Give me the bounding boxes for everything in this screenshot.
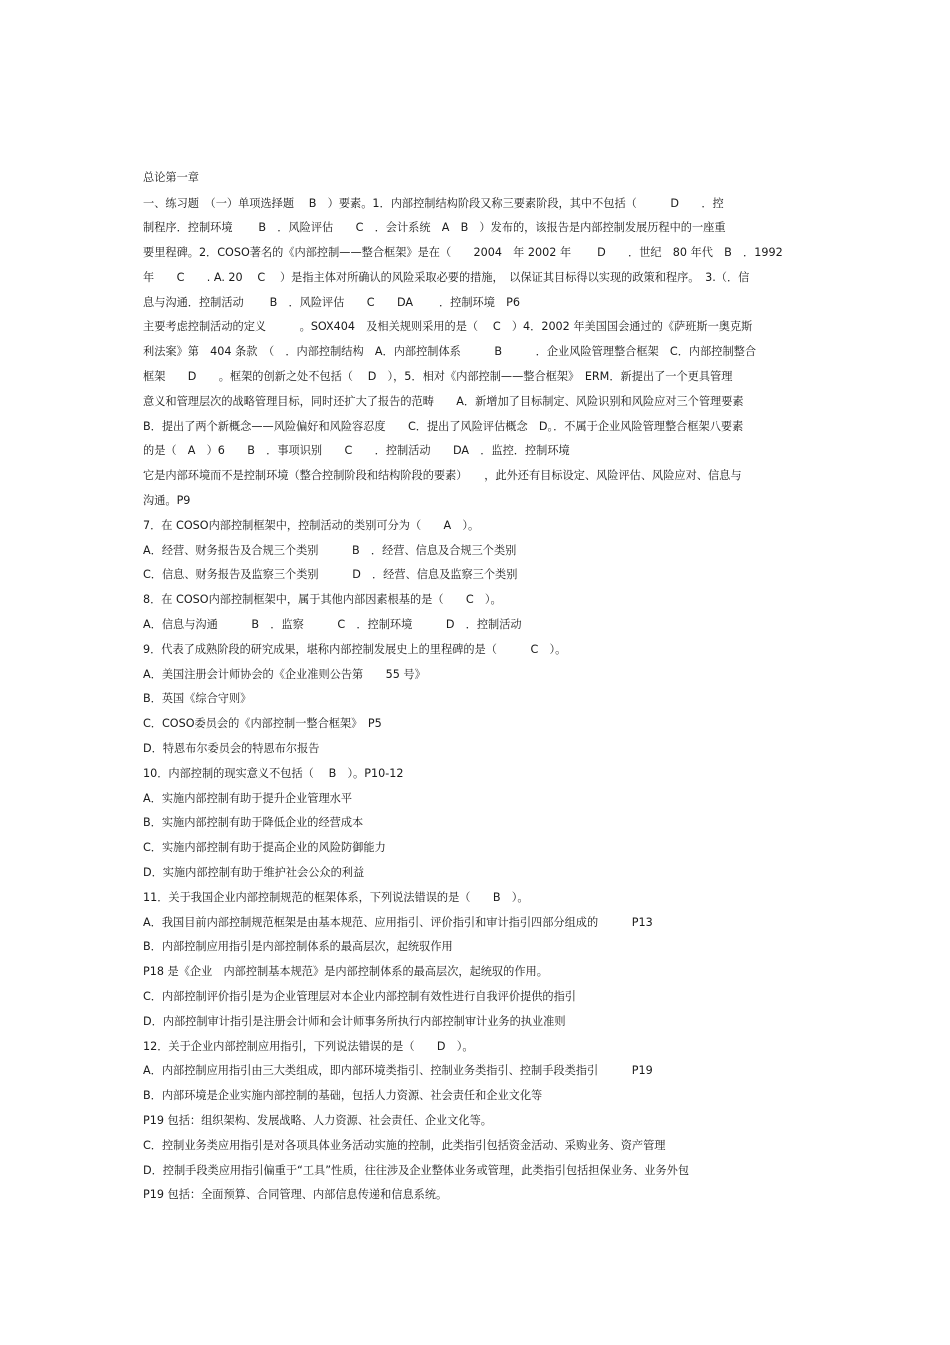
option-line: B．内部控制应用指引是内部控制体系的最高层次，起统驭作用 [143, 940, 453, 954]
option-line: D．特恩布尔委员会的特恩布尔报告 [143, 742, 320, 756]
text-line: 一、练习题 （一）单项选择题 B ）要素。1．内部控制结构阶段又称三要素阶段，其中不包括（ D ．控 [143, 196, 724, 210]
question-9: 9．代表了成熟阶段的研究成果，堪称内部控制发展史上的里程碑的是（ C ）。 [143, 642, 567, 656]
text-line: 框架 D 。框架的创新之处不包括（ D ），5．相对《内部控制——整合框架》 ERM．新提出了一个更具管理 [143, 370, 733, 384]
option-line: B．英国《综合守则》 [143, 692, 252, 706]
option-line: A．内部控制应用指引由三大类组成，即内部环境类指引、控制业务类指引、控制手段类指引 P19 [143, 1064, 653, 1078]
option-line: A．实施内部控制有助于提升企业管理水平 [143, 791, 353, 805]
note-line: P19 包括：全面预算、合同管理、内部信息传递和信息系统。 [143, 1188, 448, 1202]
option-line: D．内部控制审计指引是注册会计师和会计师事务所执行内部控制审计业务的执业准则 [143, 1014, 566, 1028]
option-line: C．信息、财务报告及监察三个类别 D ．经营、信息及监察三个类别 [143, 568, 518, 582]
option-line: C．内部控制评价指引是为企业管理层对本企业内部控制有效性进行自我评价提供的指引 [143, 990, 576, 1003]
option-line: C．实施内部控制有助于提高企业的风险防御能力 [143, 841, 386, 855]
text-line: 利法案》第 404 条款 （ ．内部控制结构 A．内部控制体系 B ．企业风险管理整合框架 C．内部控制整合 [143, 345, 757, 359]
text-line: 沟通。P9 [143, 494, 191, 508]
option-line: A．信息与沟通 B ．监察 C ．控制环境 D ．控制活动 [143, 618, 522, 632]
text-line: 意义和管理层次的战略管理目标，同时还扩大了报告的范畴 A．新增加了目标制定、风险识别和风险应对三个管理要素 [143, 394, 744, 408]
note-line: P19 包括：组织架构、发展战略、人力资源、社会责任、企业文化等。 [143, 1113, 492, 1127]
text-line: 的是（ A ）6 B ．事项识别 C ．控制活动 DA ．监控．控制环境 [143, 444, 570, 458]
text-line: B．提出了两个新概念——风险偏好和风险容忍度 C．提出了风险评估概念 D。．不属于企业风险管理整合框架八要素 [143, 419, 744, 433]
option-line: C．控制业务类应用指引是对各项具体业务活动实施的控制，此类指引包括资金活动、采购业务、资产管理 [143, 1138, 666, 1152]
question-10: 10．内部控制的现实意义不包括（ B ）。P10-12 [143, 766, 404, 780]
text-line: 息与沟通．控制活动 B ．风险评估 C DA ．控制环境 P6 [143, 295, 520, 309]
question-12: 12．关于企业内部控制应用指引，下列说法错误的是（ D ）。 [143, 1039, 474, 1053]
question-7: 7．在 COSO内部控制框架中，控制活动的类别可分为（ A ）。 [143, 518, 480, 532]
option-line: A．美国注册会计师协会的《企业准则公告第 55 号》 [143, 667, 426, 681]
text-line: 它是内部环境而不是控制环境（整合控制阶段和结构阶段的要素） ，此外还有目标设定、风险评估、风险应对、信息与 [143, 469, 742, 483]
option-line: B．内部环境是企业实施内部控制的基础，包括人力资源、社会责任和企业文化等 [143, 1089, 543, 1103]
text-line: 制程序．控制环境 B ．风险评估 C ．会计系统 A B ）发布的，该报告是内部控制发展历程中的一座重 [143, 221, 726, 235]
question-8: 8．在 COSO内部控制框架中，属于其他内部因素根基的是（ C ）。 [143, 593, 502, 607]
text-line: 年 C . A. 20 C ）是指主体对所确认的风险采取必要的措施， 以保证其目标得以实现的政策和程序。 3.（．信 [143, 270, 750, 284]
option-line: B．实施内部控制有助于降低企业的经营成本 [143, 816, 364, 830]
chapter-title: 总论第一章 [143, 171, 199, 184]
text-line: 要里程碑。2．COSO著名的《内部控制——整合框架》是在（ 2004 年 2002 年 D ．世纪 80 年代 B ．1992 [143, 246, 783, 260]
option-line: D．实施内部控制有助于维护社会公众的利益 [143, 866, 365, 880]
option-line: C．COSO委员会的《内部控制一整合框架》 P5 [143, 717, 382, 731]
option-line: A．经营、财务报告及合规三个类别 B ．经营、信息及合规三个类别 [143, 543, 517, 557]
document-body [143, 166, 813, 1208]
question-11: 11．关于我国企业内部控制规范的框架体系，下列说法错误的是（ B ）。 [143, 890, 529, 904]
option-line: D．控制手段类应用指引偏重于“工具”性质，往往涉及企业整体业务或管理，此类指引包括担保业务、业务外包 [143, 1163, 690, 1177]
option-line: A．我国目前内部控制规范框架是由基本规范、应用指引、评价指引和审计指引四部分组成的 P13 [143, 915, 653, 929]
text-line: 主要考虑控制活动的定义 。SOX404 及相关规则采用的是（ C ）4．2002 年美国国会通过的《萨班斯一奥克斯 [143, 320, 753, 334]
note-line: P18 是《企业 内部控制基本规范》是内部控制体系的最高层次，起统驭的作用。 [143, 965, 548, 979]
